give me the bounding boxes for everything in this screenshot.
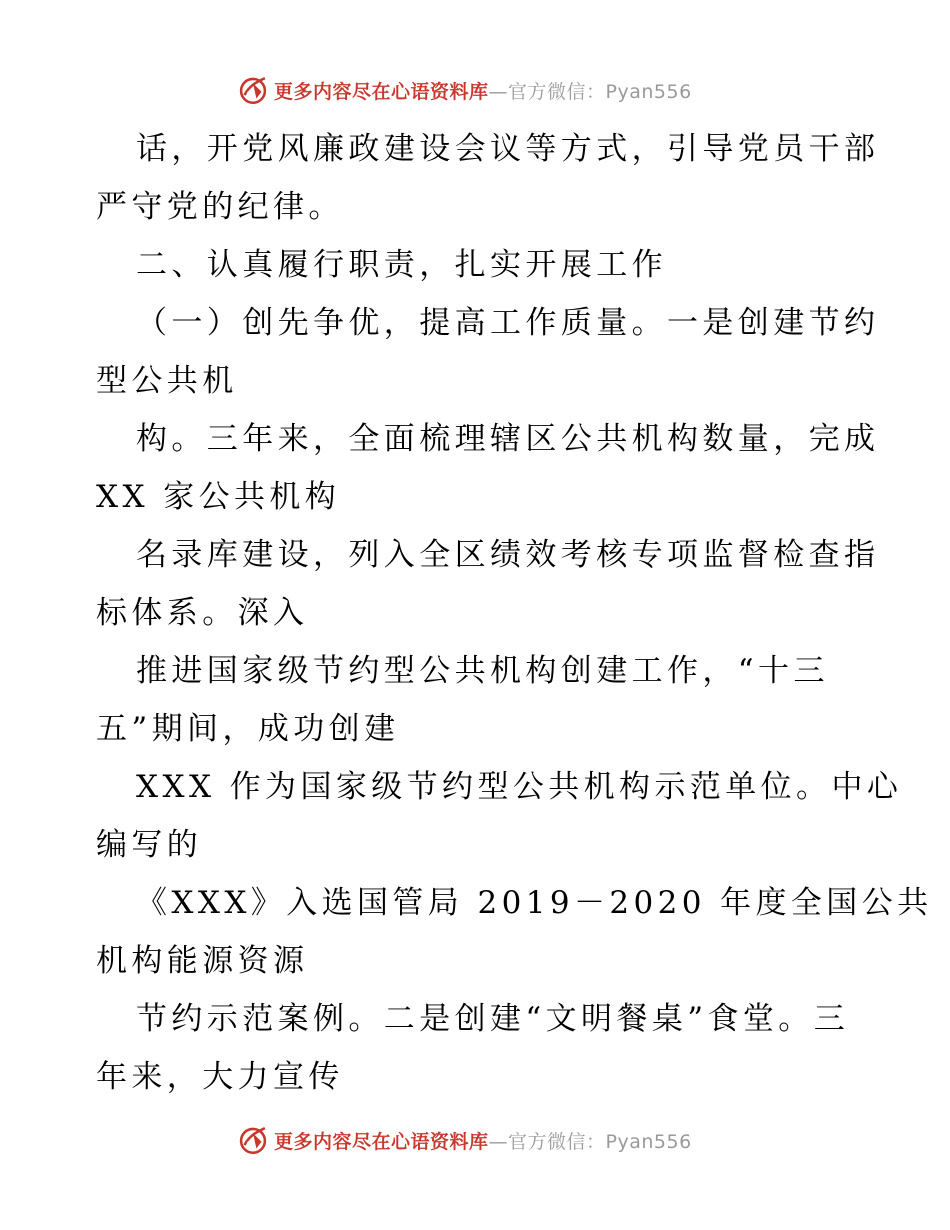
- body-line: 严守党的纪律。: [96, 189, 344, 225]
- body-line: 标体系。深入: [96, 595, 309, 631]
- body-line: 型公共机: [96, 363, 238, 399]
- body-line: 话，开党风廉政建设会议等方式，引导党员干部: [136, 131, 880, 167]
- body-line: 构。三年来，全面梳理辖区公共机构数量，完成: [136, 421, 880, 457]
- body-line: 五”期间，成功创建: [96, 711, 400, 747]
- header-banner-text: [274, 77, 692, 104]
- footer-banner-lead: 更多内容尽在心语资料库: [274, 1130, 489, 1153]
- body-line: 编写的: [96, 827, 203, 863]
- pen-swirl-logo-icon: [236, 73, 270, 107]
- section-heading: 二、认真履行职责，扎实开展工作: [136, 247, 667, 283]
- header-banner: [236, 72, 692, 108]
- body-line: 推进国家级节约型公共机构创建工作，“十三: [136, 653, 829, 689]
- body-line: XX 家公共机构: [96, 479, 341, 515]
- body-line: 机构能源资源: [96, 943, 309, 979]
- document-body: [96, 120, 933, 1106]
- footer-banner: [236, 1122, 692, 1158]
- pen-swirl-logo-icon: [236, 1123, 270, 1157]
- body-line: （一）创先争优，提高工作质量。一是创建节约: [136, 305, 880, 341]
- header-banner-tail: —官方微信：Pyan556: [488, 80, 692, 103]
- body-line: 名录库建设，列入全区绩效考核专项监督检查指: [136, 537, 880, 573]
- body-line: 《XXX》入选国管局 2019－2020 年度全国公共: [136, 885, 933, 921]
- body-line: 年来，大力宣传: [96, 1059, 344, 1095]
- header-banner-lead: 更多内容尽在心语资料库: [274, 80, 489, 103]
- body-line: 节约示范案例。二是创建“文明餐桌”食堂。三: [136, 1001, 850, 1037]
- footer-banner-tail: —官方微信：Pyan556: [488, 1130, 692, 1153]
- body-line: XXX 作为国家级节约型公共机构示范单位。中心: [136, 769, 903, 805]
- footer-banner-text: [274, 1127, 692, 1154]
